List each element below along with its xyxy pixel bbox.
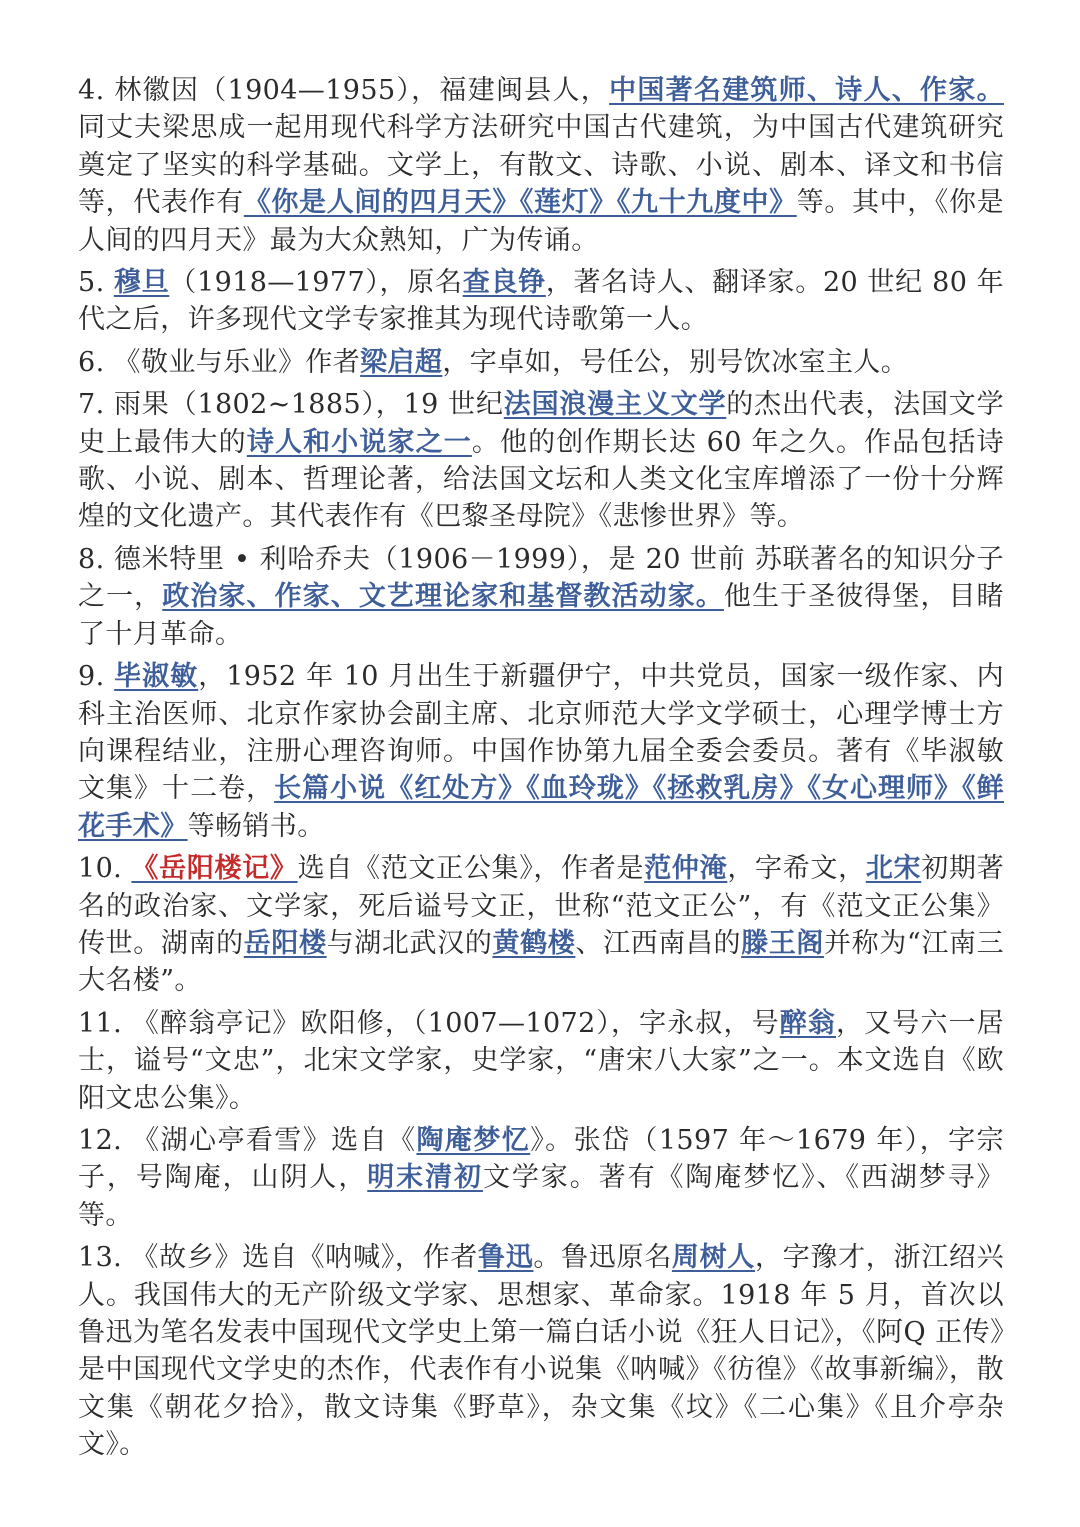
entry-paragraph [78,344,1004,381]
highlighted-term: 查良铮 [462,267,546,299]
entry-text: 他生于圣彼得堡，目睹了十月革命。 [78,581,1005,650]
entry-text: 文学家。著有《陶庵梦忆》、《西湖梦寻》等。 [78,1162,1004,1231]
entry-text: ，字卓如，号任公，别号饮冰室主人。 [442,346,909,378]
entry-text: 9. [78,661,115,693]
highlighted-term: 梁启超 [360,346,443,378]
entry-paragraph [78,1239,1004,1463]
highlighted-term: 法国浪漫主义文学 [503,389,727,421]
entry-text: ，1952 年 10 月出生于新疆伊宁，中共党员，国家一级作家、内科主治医师、北京作家协会副主席、北京师范大学文学硕士，心理学博士方向课程结业，注册心理咨询师。中国作协第九届全委会委员。著有《毕淑敏文集》十二卷， [78,661,1005,805]
entry-paragraph [78,541,1004,653]
entry-paragraph [78,850,1004,1000]
entry-paragraph [78,658,1004,845]
entry-text: ，著名诗人、翻译家。20 世纪 80 年代之后，许多现代文学专家推其为现代诗歌第一人。 [78,267,1004,336]
entry-paragraph [78,264,1004,339]
entry-text: ，字豫才，浙江绍兴人。我国伟大的无产阶级文学家、思想家、革命家。1918 年 5 月，首次以鲁迅为笔名发表中国现代文学史上第一篇白话小说《狂人日记》，《阿Q 正传》是中国现代文学史的杰作，代表作有小说集《呐喊》《彷徨》《故事新编》，散文集《朝花夕拾》，散文诗集《野草》，杂文集《坟》《二心集》《且介亭杂文》。 [78,1242,1005,1461]
highlighted-term: 毕淑敏 [114,661,199,693]
entry-list [78,72,1004,1464]
entry-text: （1918—1977），原名 [169,267,463,299]
entry-text: 选自《范文正公集》，作者是 [297,853,645,885]
highlighted-term: 范仲淹 [644,853,728,885]
highlighted-term: 中国著名建筑师、诗人、作家。 [609,75,1004,106]
entry-text: 、江西南昌的 [575,927,742,959]
entry-text: 。鲁迅原名 [533,1242,672,1274]
entry-text: 》。张岱（1597 年～1679 年），字宗子，号陶庵，山阴人， [78,1124,1004,1194]
highlighted-term: 岳阳楼 [243,927,327,959]
entry-text: 同丈夫梁思成一起用现代科学方法研究中国古代建筑，为中国古代建筑研究奠定了坚实的科学基础。文学上，有散文、诗歌、小说、剧本、译文和书信等，代表作有 [78,112,1004,219]
highlighted-term: 穆旦 [113,267,170,299]
entry-text: 11. 《醉翁亭记》欧阳修，（1007—1072），字永叔，号 [78,1007,780,1039]
highlighted-term: 周树人 [671,1242,756,1274]
highlighted-term: 政治家、作家、文艺理论家和基督教活动家。 [162,581,724,613]
entry-text: 初期著名的政治家、文学家，死后谥号文正，世称“范文正公”，有《范文正公集》传世。湖南的 [78,853,1005,959]
entry-text: 8. 德米特里 • 利哈乔夫（1906－1999），是 20 世前 苏联著名的知识分子之一， [78,543,1004,613]
entry-text: 5. [78,267,114,299]
highlighted-title: 《岳阳楼记》 [131,853,298,885]
entry-text: 。他的创作期长达 60 年之久。作品包括诗歌、小说、剧本、哲理论著，给法国文坛和人类文化宝库增添了一份十分辉煌的文化遗产。其代表作有《巴黎圣母院》《悲惨世界》等。 [78,426,1005,533]
entry-text: 并称为“江南三大名楼”。 [78,927,1004,997]
entry-text: 13. 《故乡》选自《呐喊》，作者 [78,1242,478,1274]
highlighted-term: 陶庵梦忆 [416,1124,531,1156]
highlighted-term: 长篇小说《红处方》《血玲珑》《拯救乳房》《女心理师》《鲜花手术》 [78,773,1004,842]
highlighted-term: 黄鹤楼 [492,927,576,959]
entry-text: ，又号六一居士，谥号“文忠”，北宋文学家，史学家，“唐宋八大家”之一。本文选自《欧阳文忠公集》。 [78,1007,1004,1114]
entry-text: ，字希文， [727,853,866,885]
entry-paragraph [78,1122,1004,1234]
highlighted-term: 《你是人间的四月天》《莲灯》《九十九度中》 [243,187,797,219]
entry-text: 12. 《湖心亭看雪》选自《 [78,1124,417,1156]
entry-paragraph [78,1005,1004,1117]
entry-text: 的杰出代表，法国文学史上最伟大的 [78,389,1004,458]
highlighted-term: 明末清初 [367,1162,483,1194]
entry-text: 等畅销书。 [187,810,325,842]
entry-paragraph [78,386,1004,536]
entry-text: 10. [78,853,132,885]
entry-text: 4. 林徽因（1904—1955），福建闽县人， [78,75,610,106]
entry-paragraph [78,72,1004,259]
highlighted-term: 诗人和小说家之一 [246,426,472,458]
highlighted-term: 滕王阁 [741,927,825,959]
highlighted-term: 醉翁 [779,1007,836,1039]
entry-text: 6. 《敬业与乐业》作者 [78,346,361,378]
highlighted-term: 鲁迅 [478,1242,534,1274]
highlighted-term: 北宋 [865,853,922,885]
entry-text: 与湖北武汉的 [326,927,493,959]
entry-text: 7. 雨果（1802~1885），19 世纪 [78,389,504,421]
entry-text: 等。其中，《你是人间的四月天》最为大众熟知，广为传诵。 [78,187,1005,256]
